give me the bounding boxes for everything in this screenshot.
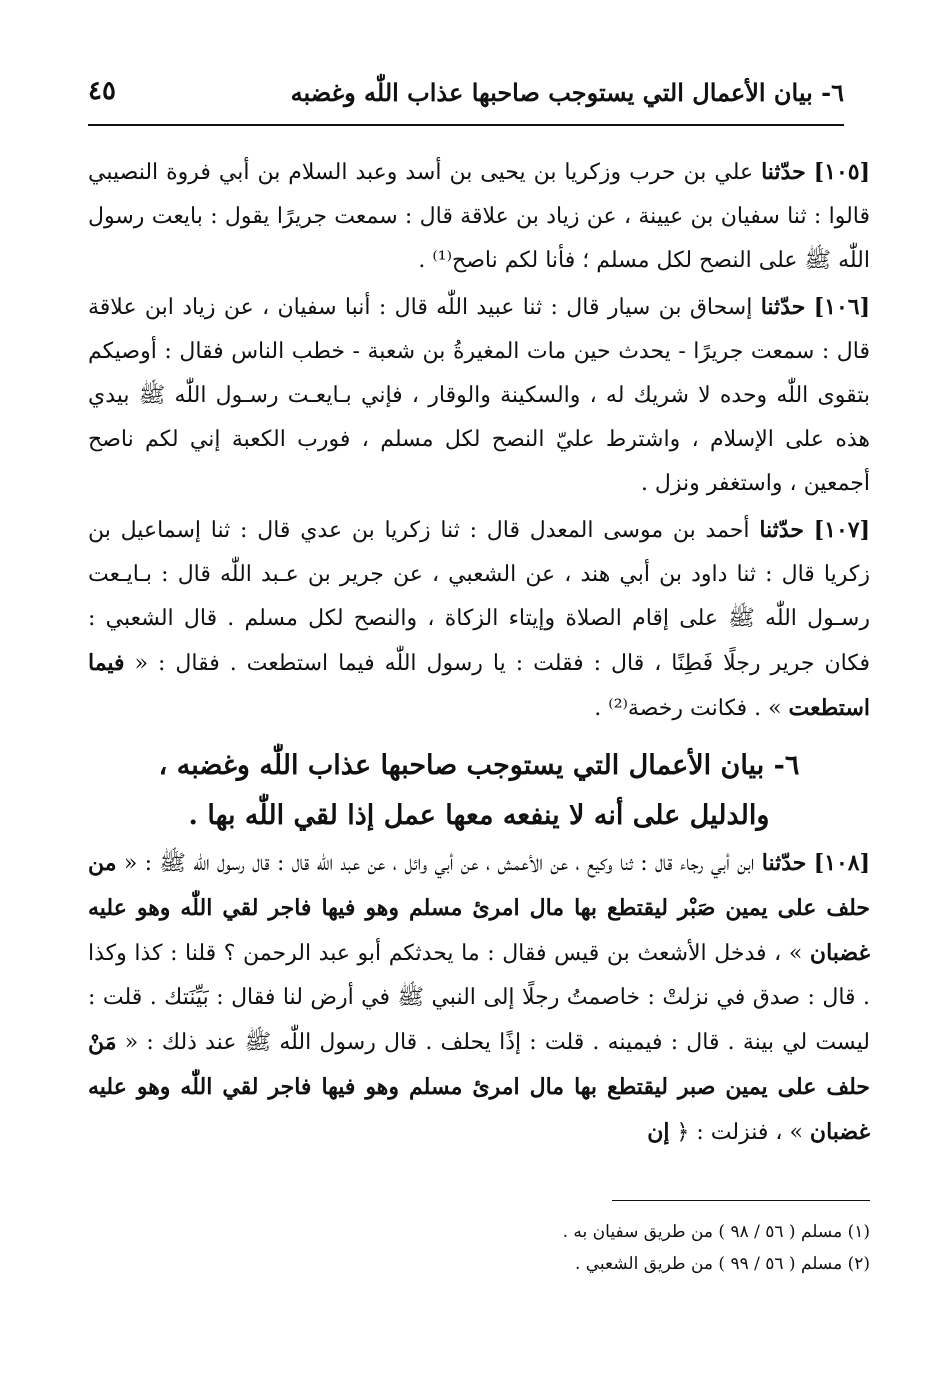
page-body (88, 150, 870, 1155)
chapter-heading-line1: ٦- بيان الأعمال التي يستوجب صاحبها عذاب اللّٰه وغضبه ، (158, 750, 800, 781)
hadith-107 (88, 508, 870, 731)
hadith-quote: مَنْ حلف على يمين صبر ليقتطع بها مال امرئ مسلم وهو فيها فاجر لقي اللّٰه وهو عليه غضبان (88, 1029, 870, 1145)
hadith-number: [١٠٧] (813, 517, 871, 543)
hadith-108 (88, 841, 870, 1155)
hadith-text: » ، فنزلت : ﴿ (676, 1120, 803, 1145)
hadith-quote: فيما استطعت (88, 650, 870, 721)
page-number: ٤٥ (88, 76, 116, 106)
hadith-text: ابن أبي رجاء قال : ثنا وكيع ، عن الأعمش ، عن أبي وائل ، عن عبد اللّٰه قال : قال رسول اللّٰه ﷺ : « (123, 851, 755, 876)
hadith-number: [١٠٦] (813, 294, 870, 320)
header-rule (88, 124, 844, 126)
quran-quote: إن (647, 1119, 670, 1145)
hadith-text: أحمد بن موسى المعدل قال : ثنا زكريا بن عدي قال : ثنا إسماعيل بن زكريا قال : ثنا داود بن أبي هند ، عن الشعبي ، عن جرير بن عـبد اللّٰه قال : بـايـعت رسـول اللّٰه ﷺ على إقام الصلاة وإيتاء الزكاة ، والنصح لكل مسلم . قال الشعبي : فكان جرير رجلًا فَطِنًا ، قال : فقلت : يا رسول اللّٰه فيما استطعت . فقال : « (88, 518, 870, 676)
hadith-text-end: » . فكانت رخصة⁽²⁾ . (594, 696, 782, 721)
hadith-number: [١٠٨] (813, 850, 870, 876)
hadith-105 (88, 150, 870, 283)
footnote-2: (٢) مسلم ( ٥٦ / ٩٩ ) من طريق الشعبي . (574, 1254, 870, 1274)
hadith-lead: حدّثنا (761, 850, 807, 876)
footnote-1: (١) مسلم ( ٥٦ / ٩٨ ) من طريق سفيان به . (562, 1222, 870, 1242)
footnotes (200, 1216, 870, 1280)
hadith-text: إسحاق بن سيار قال : ثنا عبيد اللّٰه قال : أنبا سفيان ، عن زياد ابن علاقة قال : سمعت جريرًا - يحدث حين مات المغيرةُ بن شعبة - خطب الناس فقال : أوصيكم بتقوى اللّٰه وحده لا شريك له ، والسكينة والوقار ، فإني بـايعـت رسـول اللّٰه ﷺ بيدي هذه على الإسلام ، واشترط عليّ النصح لكل مسلم ، فورب الكعبة إني لكم ناصح أجمعين ، واستغفر ونزل . (88, 295, 870, 496)
footnote-rule (612, 1200, 870, 1201)
header-title: ٦- بيان الأعمال التي يستوجب صاحبها عذاب اللّٰه وغضبه (290, 78, 844, 107)
hadith-lead: حدّثنا (759, 517, 804, 543)
hadith-106 (88, 285, 870, 506)
hadith-quote: من حلف على يمين صَبْر ليقتطع بها مال امرئ مسلم وهو فيها فاجر لقي اللّٰه وهو عليه غضبان (88, 850, 870, 966)
hadith-lead: حدّثنا (761, 159, 806, 185)
chapter-heading (88, 741, 870, 841)
hadith-text: » ، فدخل الأشعث بن قيس فقال : ما يحدثكم أبو عبد الرحمن ؟ قلنا : كذا وكذا . قال : صدق في نزلتْ : خاصمتُ رجلًا إلى النبي ﷺ في أرض لنا فقال : بَيِّنَتك . قلت : ليست لي بينة . قال : فيمينه . قلت : إذًا يحلف . قال رسول اللّٰه ﷺ عند ذلك : « (88, 941, 870, 1055)
hadith-number: [١٠٥] (813, 159, 870, 185)
running-header (88, 72, 844, 112)
hadith-lead: حدّثنا (760, 294, 806, 320)
hadith-text: علي بن حرب وزكريا بن يحيى بن أسد وعبد السلام بن أبي فروة النصيبي قالوا : ثنا سفيان بن عيينة ، عن زياد بن علاقة قال : سمعت جريرًا يقول : بايعت رسول اللّٰه ﷺ على النصح لكل مسلم ؛ فأنا لكم ناصح⁽¹⁾ . (88, 160, 870, 273)
chapter-heading-line2: والدليل على أنه لا ينفعه معها عمل إذا لقي اللّٰه بها . (188, 800, 770, 831)
